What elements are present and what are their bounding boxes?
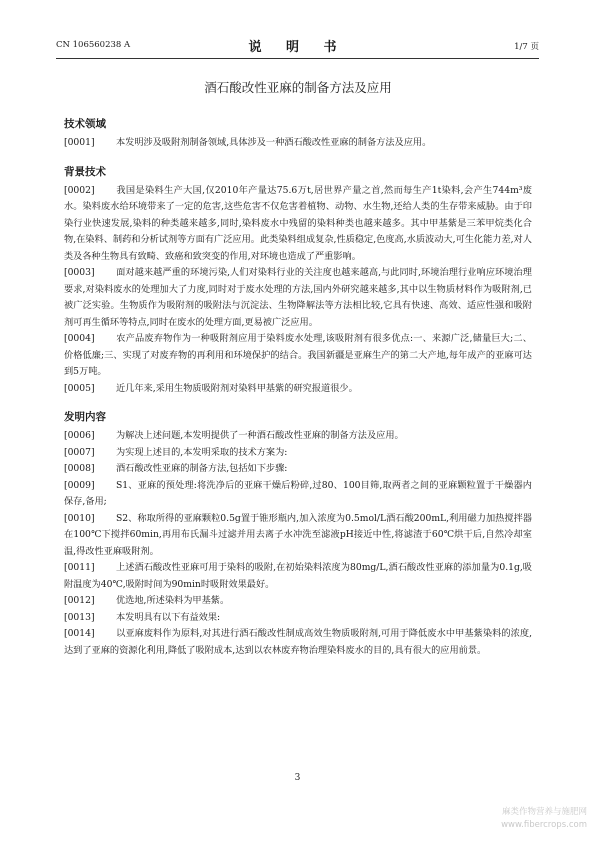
watermark-name: 麻类作物营养与施肥网	[501, 807, 587, 817]
paragraph-text: S1、亚麻的预处理:将洗净后的亚麻干燥后粉碎,过80、100目筛,取两者之间的亚麻颗粒置于干燥器内保存,备用;	[64, 479, 532, 507]
paragraph	[64, 381, 532, 398]
section-heading: 背景技术	[64, 165, 106, 178]
paragraph	[64, 265, 532, 331]
paragraph	[64, 626, 532, 659]
page-header	[56, 36, 539, 56]
watermark	[501, 806, 587, 832]
paragraph-number: [0012]	[64, 595, 95, 606]
paragraph	[64, 445, 532, 462]
paragraph-number: [0006]	[64, 430, 95, 441]
paragraph	[64, 478, 532, 511]
paragraph-number: [0007]	[64, 446, 95, 458]
paragraph	[64, 560, 532, 593]
paragraph-text: 本发明涉及吸附剂制备领域,具体涉及一种酒石酸改性亚麻的制备方法及应用。	[116, 137, 432, 148]
document-type: 说 明 书	[248, 40, 347, 55]
paragraph-number: [0002]	[64, 184, 95, 196]
paragraph-number: [0014]	[64, 628, 95, 639]
paragraph	[64, 461, 532, 478]
page-number: 3	[294, 773, 301, 783]
document-title: 酒石酸改性亚麻的制备方法及应用	[204, 80, 392, 95]
paragraph-text: 酒石酸改性亚麻的制备方法,包括如下步骤:	[116, 463, 288, 474]
section-heading: 技术领域	[64, 118, 106, 130]
page-counter: 1/7 页	[514, 42, 539, 52]
paragraph-text: 农产品废弃物作为一种吸附剂应用于染料废水处理,该吸附剂有很多优点:一、来源广泛,储量巨大;二、价格低廉;三、实现了对废弃物的再利用和环境保护的结合。我国新疆是亚麻生产的第二大产地,每年成产的亚麻可达到5万吨。	[64, 333, 532, 377]
paragraph	[64, 183, 532, 266]
paragraph	[64, 135, 532, 152]
document-body	[64, 74, 532, 659]
watermark-url: www.fibercrops.com	[501, 820, 587, 830]
sections-container	[64, 116, 532, 659]
paragraph-number: [0010]	[64, 512, 95, 524]
paragraph-number: [0005]	[64, 382, 95, 394]
paragraph-number: [0008]	[64, 463, 95, 474]
paragraph	[64, 610, 532, 627]
header-divider	[56, 58, 539, 59]
section-heading: 发明内容	[64, 411, 106, 423]
paragraph-number: [0013]	[64, 611, 95, 623]
paragraph	[64, 428, 532, 445]
paragraph-text: 近几年来,采用生物质吸附剂对染料甲基紫的研究报道很少。	[116, 382, 358, 394]
paragraph-text: 上述酒石酸改性亚麻可用于染料的吸附,在初始染料浓度为80mg/L,酒石酸改性亚麻的添加量为0.1g,吸附温度为40℃,吸附时间为90min时吸附效果最好。	[64, 562, 532, 590]
paragraph-number: [0009]	[64, 479, 95, 491]
paragraph	[64, 331, 532, 381]
paragraph-number: [0001]	[64, 137, 95, 148]
paragraph-text: 本发明具有以下有益效果:	[116, 611, 221, 623]
paragraph-text: 优选地,所述染料为甲基紫。	[116, 595, 230, 606]
paragraph-number: [0003]	[64, 267, 95, 278]
paragraph-text: 为解决上述问题,本发明提供了一种酒石酸改性亚麻的制备方法及应用。	[116, 430, 404, 441]
paragraph-text: 为实现上述目的,本发明采取的技术方案为:	[116, 446, 288, 458]
paragraph-text: 以亚麻废料作为原料,对其进行酒石酸改性制成高效生物质吸附剂,可用于降低废水中甲基紫染料的浓度,达到了亚麻的资源化利用,降低了吸附成本,达到以农林废弃物治理染料废水的目的,具有很大的应用前景。	[64, 628, 532, 656]
paragraph-text: 面对越来越严重的环境污染,人们对染料行业的关注度也越来越高,与此同时,环境治理行业响应环境治理要求,对染料废水的处理加大了力度,同时对于废水处理的方法,国内外研究越来越多,其中以生物质材料作为吸附剂,已被广泛实验。生物质作为吸附剂的吸附法与沉淀法、生物降解法等方法相比较,它具有快速、高效、适应性强和吸附剂可再生循环等特点,同时在废水的处理方面,更易被广泛应用。	[64, 267, 532, 328]
paragraph	[64, 593, 532, 610]
paragraph-text: 我国是染料生产大国,仅2010年产量达75.6万t,居世界产量之首,然而每生产1t染料,会产生744m³废水。染料废水给环境带来了一定的危害,这些危害不仅危害着植物、动物、水生物,还给人类的生存带来威胁。由于印染行业快速发展,染料的种类越来越多,同时,染料废水中残留的染料种类也越来越多。其中甲基紫是三苯甲烷类化合物,在染料、制药和分析试剂等方面有广泛应用。此类染料组成复杂,性质稳定,色度高,水质波动大,可生化能力差,对人类及各种生物具有致畸、致癌和致突变的作用,对环境也造成了严重影响。	[64, 184, 532, 262]
paragraph-number: [0011]	[64, 562, 95, 573]
patent-number: CN 106560238 A	[56, 40, 131, 50]
paragraph	[64, 511, 532, 561]
paragraph-number: [0004]	[64, 333, 95, 344]
paragraph-text: S2、称取所得的亚麻颗粒0.5g置于锥形瓶内,加入浓度为0.5mol/L酒石酸200mL,利用磁力加热搅拌器在100℃下搅拌60min,再用布氏漏斗过滤并用去离子水冲洗至滤液pH接近中性,将滤渣于60℃烘干后,自然冷却室温,得改性亚麻吸附剂。	[64, 512, 532, 557]
